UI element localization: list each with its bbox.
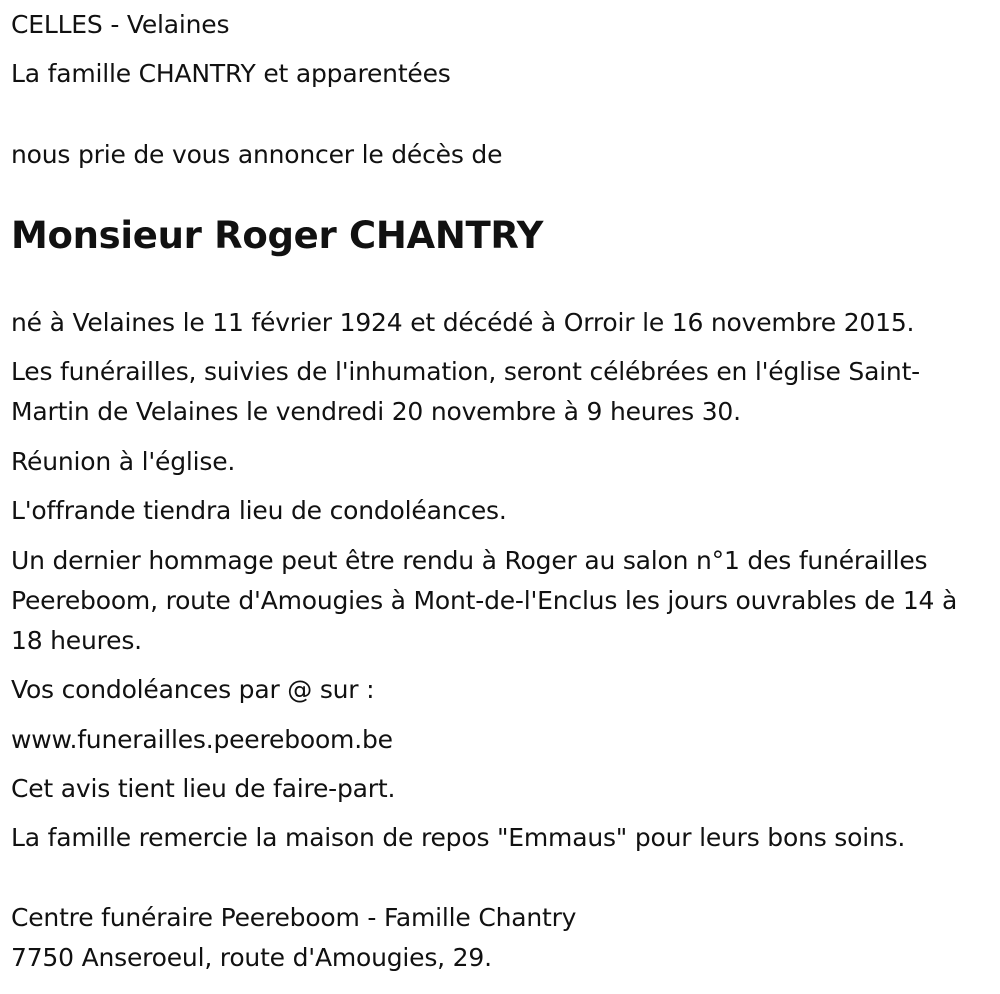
funeral-paragraph: Les funérailles, suivies de l'inhumation, seront célébrées en l'église Saint-Martin de Velaines le vendredi 20 novembre à 9 heures 30.	[11, 357, 921, 426]
funeral-home-line: Centre funéraire Peereboom - Famille Chantry	[11, 903, 577, 932]
address-line: 7750 Anseroeul, route d'Amougies, 29.	[11, 943, 492, 972]
condolences-line: Vos condoléances par @ sur :	[11, 675, 375, 704]
notice-line: Cet avis tient lieu de faire-part.	[11, 774, 396, 803]
tribute-paragraph: Un dernier hommage peut être rendu à Roger au salon n°1 des funérailles Peereboom, route d'Amougies à Mont-de-l'Enclus les jours ouvrables de 14 à 18 heures.	[11, 546, 958, 655]
website-link[interactable]: www.funerailles.peereboom.be	[11, 725, 393, 754]
announcement-intro: nous prie de vous annoncer le décès de	[11, 140, 503, 169]
deceased-name: Monsieur Roger CHANTRY	[11, 214, 544, 257]
birth-death-line: né à Velaines le 11 février 1924 et décédé à Orroir le 16 novembre 2015.	[11, 308, 915, 337]
location-line: CELLES - Velaines	[11, 10, 230, 39]
offering-line: L'offrande tiendra lieu de condoléances.	[11, 496, 507, 525]
meeting-line: Réunion à l'église.	[11, 447, 236, 476]
thanks-line: La famille remercie la maison de repos "Emmaus" pour leurs bons soins.	[11, 823, 906, 852]
family-line: La famille CHANTRY et apparentées	[11, 59, 451, 88]
